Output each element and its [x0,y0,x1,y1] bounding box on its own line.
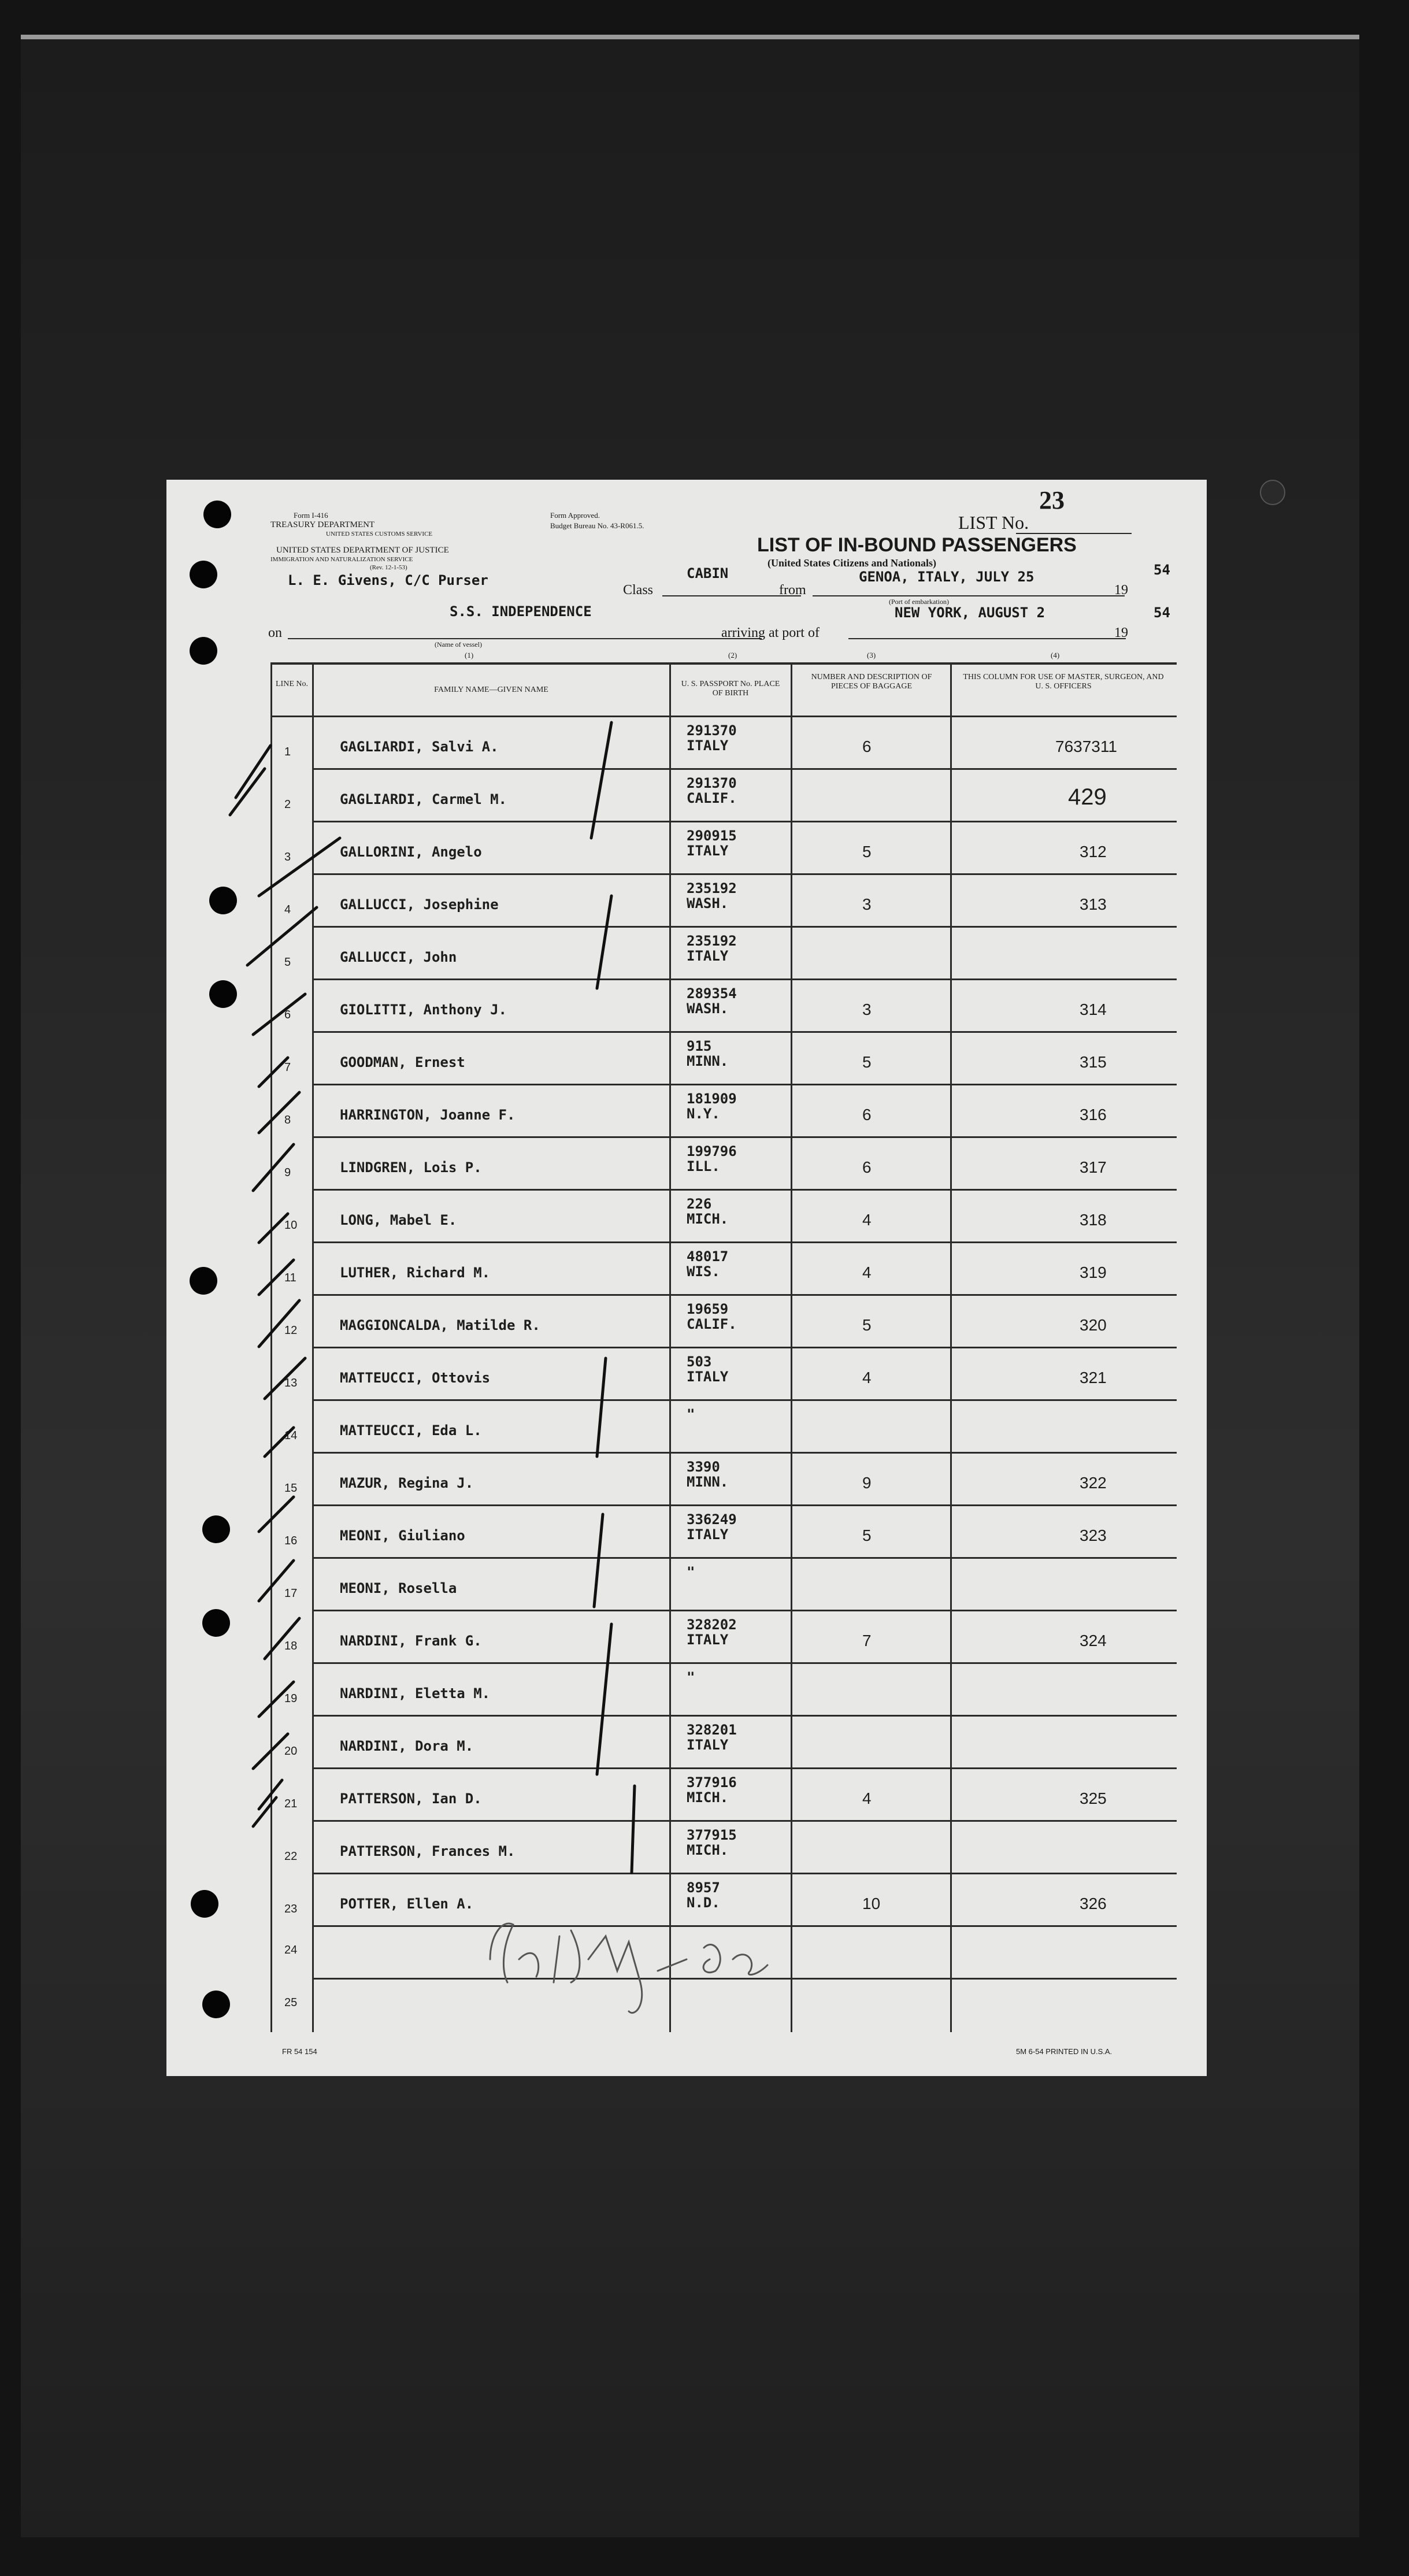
birth-place: MINN. [687,1053,729,1069]
passenger-name: MAZUR, Regina J. [340,1475,474,1491]
passenger-name: MATTEUCCI, Ottovis [340,1370,491,1386]
passenger-name: MEONI, Rosella [340,1580,457,1596]
passenger-name: GIOLITTI, Anthony J. [340,1002,507,1018]
passenger-name: GAGLIARDI, Carmel M. [340,791,507,807]
year-label-1: 19 [1114,583,1128,598]
line-number: 24 [284,1944,298,1956]
arrival-port: NEW YORK, AUGUST 2 [895,605,1045,621]
arriving-label: arriving at port of [721,625,820,640]
officer-code: 314 [1080,1000,1107,1018]
bracket-stroke [597,896,611,988]
line-number: 11 [284,1272,296,1284]
passenger-name: GALLUCCI, John [340,949,457,965]
officer-code: 313 [1080,895,1107,913]
port-embark-label: (Port of embarkation) [889,598,949,606]
passport-number: 235192 [687,933,737,949]
year-2: 54 [1154,605,1170,621]
passport-number: 291370 [687,722,737,739]
col-header-baggage: NUMBER AND DESCRIPTION OF PIECES OF BAGGAGE [811,673,932,691]
punch-hole [1260,480,1285,505]
officer-code: 7637311 [1055,737,1117,755]
officer-code: 317 [1080,1158,1107,1176]
year-label-2: 19 [1114,625,1128,640]
check-mark [253,1780,282,1826]
passenger-name: GALLUCCI, Josephine [340,896,499,913]
baggage-count: 3 [862,1000,872,1018]
passport-number: 328202 [687,1617,737,1633]
baggage-count: 4 [862,1789,872,1807]
passenger-name: MATTEUCCI, Eda L. [340,1422,482,1439]
form-rev: (Rev. 12-1-53) [370,564,407,571]
col-num-3: (3) [867,651,876,659]
check-mark [230,746,270,815]
col-header-officers: THIS COLUMN FOR USE OF MASTER, SURGEON, AND U. S. OFFICERS [963,673,1164,691]
col-num-4: (4) [1051,651,1060,659]
line-number: 2 [284,798,291,811]
passenger-manifest-page [166,480,1207,2076]
birth-place: MICH. [687,1842,729,1858]
check-mark [253,1092,299,1191]
passenger-name: NARDINI, Eletta M. [340,1685,491,1702]
passenger-name: GALLORINI, Angelo [340,844,482,860]
purser-name: L. E. Givens, C/C Purser [288,572,488,588]
line-number: 20 [284,1745,298,1758]
passenger-name: LINDGREN, Lois P. [340,1159,482,1176]
birth-place: CALIF. [687,1316,737,1332]
line-number: 7 [284,1061,291,1074]
bracket-stroke [632,1786,635,1873]
line-number: 3 [284,851,291,863]
baggage-count: 7 [862,1632,872,1650]
birth-place: ITALY [687,1737,729,1753]
check-mark [259,1214,294,1295]
budget-bureau: Budget Bureau No. 43-R061.5. [550,521,644,530]
line-number: 15 [284,1482,298,1495]
birth-place: MINN. [687,1474,729,1490]
baggage-count: 6 [862,737,872,755]
footer-left-code: FR 54 154 [282,2047,317,2056]
baggage-count: 5 [862,843,872,861]
passport-number: " [687,1669,695,1685]
officer-code: 321 [1080,1369,1107,1387]
officer-code: 326 [1080,1895,1107,1912]
birth-place: N.D. [687,1895,720,1911]
birth-place: N.Y. [687,1106,720,1122]
class-value: CABIN [687,565,729,581]
line-number: 18 [284,1640,298,1652]
officer-code: 322 [1080,1474,1107,1492]
line-number: 12 [284,1324,298,1337]
col-header-name: FAMILY NAME—GIVEN NAME [434,685,548,694]
passenger-name: GAGLIARDI, Salvi A. [340,739,499,755]
bracket-stroke [597,1358,606,1456]
line-number: 10 [284,1219,298,1232]
check-mark [259,1428,294,1532]
baggage-count: 4 [862,1369,872,1387]
birth-place: ITALY [687,1632,729,1648]
passport-number: 226 [687,1196,712,1212]
year-1: 54 [1154,562,1170,578]
birth-place: ITALY [687,843,729,859]
check-mark [259,1561,299,1659]
ins-service: IMMIGRATION AND NATURALIZATION SERVICE [270,556,413,563]
baggage-count: 10 [862,1895,881,1912]
passport-number: 289354 [687,985,737,1002]
officer-code: 325 [1080,1789,1107,1807]
passport-number: 199796 [687,1143,737,1159]
col-header-passport: U. S. PASSPORT No. PLACE OF BIRTH [681,680,780,698]
passenger-name: HARRINGTON, Joanne F. [340,1107,516,1123]
check-mark [247,838,340,965]
passport-number: 181909 [687,1091,737,1107]
officer-code: 323 [1080,1526,1107,1544]
footer-print-info: 5M 6-54 PRINTED IN U.S.A. [1016,2047,1113,2056]
passenger-name: NARDINI, Frank G. [340,1633,482,1649]
line-number: 6 [284,1009,291,1021]
line-number: 25 [284,1996,298,2009]
officer-code: 324 [1080,1632,1107,1650]
passenger-name: PATTERSON, Frances M. [340,1843,516,1859]
list-no-label: LIST No. [958,512,1029,533]
officer-code: 316 [1080,1106,1107,1124]
line-number: 4 [284,903,291,916]
officer-code: 320 [1080,1316,1107,1334]
vessel-label: (Name of vessel) [435,640,482,648]
col-num-1: (1) [465,651,474,659]
customs-service: UNITED STATES CUSTOMS SERVICE [326,531,433,538]
passport-number: 915 [687,1038,712,1054]
line-number: 14 [284,1429,298,1442]
line-number: 21 [284,1797,298,1810]
col-num-2: (2) [728,651,737,659]
passenger-name: LUTHER, Richard M. [340,1265,491,1281]
birth-place: ITALY [687,948,729,964]
passenger-name: NARDINI, Dora M. [340,1738,474,1754]
passport-number: 290915 [687,828,737,844]
bracket-stroke [597,1624,611,1774]
passenger-name: GOODMAN, Ernest [340,1054,465,1070]
class-label: Class [623,583,654,598]
check-mark [253,994,305,1087]
passport-number: 377915 [687,1827,737,1843]
passenger-name: PATTERSON, Ian D. [340,1791,482,1807]
birth-place: ITALY [687,1526,729,1543]
officer-code: 315 [1080,1053,1107,1071]
passport-number: 291370 [687,775,737,791]
passport-number: " [687,1406,695,1422]
line-number: 17 [284,1587,298,1600]
line-number: 23 [284,1903,298,1915]
passport-number: 377916 [687,1774,737,1791]
passport-number: 3390 [687,1459,720,1475]
passport-number: 336249 [687,1511,737,1528]
birth-place: ITALY [687,737,729,754]
form-approved: Form Approved. [550,511,600,520]
line-number: 13 [284,1377,298,1389]
check-mark [259,1300,305,1399]
line-number: 16 [284,1535,298,1547]
baggage-count: 4 [862,1263,872,1281]
line-number: 9 [284,1166,291,1179]
baggage-count: 9 [862,1474,872,1492]
passport-number: 235192 [687,880,737,896]
passport-number: 48017 [687,1248,729,1265]
list-number: 23 [1039,486,1065,514]
passport-number: 328201 [687,1722,737,1738]
birth-place: MICH. [687,1789,729,1806]
justice-dept: UNITED STATES DEPARTMENT OF JUSTICE [276,546,449,555]
officer-code: 429 [1068,784,1107,810]
line-number: 1 [284,746,291,758]
passenger-name: POTTER, Ellen A. [340,1896,474,1912]
officer-code: 318 [1080,1211,1107,1229]
baggage-count: 4 [862,1211,872,1229]
manifest-subtitle: (United States Citizens and Nationals) [767,557,937,569]
birth-place: WASH. [687,895,729,911]
line-number: 22 [284,1850,298,1863]
col-header-line: LINE No. [276,680,308,688]
line-number: 5 [284,956,291,969]
line-number: 8 [284,1114,291,1126]
passport-number: 19659 [687,1301,729,1317]
passport-number: " [687,1564,695,1580]
bracket-stroke [594,1514,603,1607]
birth-place: MICH. [687,1211,729,1227]
on-label: on [268,625,282,640]
passport-number: 8957 [687,1880,720,1896]
from-label: from [779,583,806,598]
form-id: Form I-416 [294,511,328,520]
microfilm-edge [21,35,1359,39]
handwritten-marks [166,480,1207,2076]
baggage-count: 6 [862,1106,872,1124]
passenger-name: MAGGIONCALDA, Matilde R. [340,1317,540,1333]
check-mark [253,1682,294,1769]
birth-place: ITALY [687,1369,729,1385]
officer-code: 319 [1080,1263,1107,1281]
officer-code: 312 [1080,843,1107,861]
birth-place: WIS. [687,1263,720,1280]
baggage-count: 6 [862,1158,872,1176]
birth-place: CALIF. [687,790,737,806]
vessel-name: S.S. INDEPENDENCE [450,603,592,620]
line-number: 19 [284,1692,298,1705]
passenger-name: LONG, Mabel E. [340,1212,457,1228]
baggage-count: 3 [862,895,872,913]
pencil-signature [490,1923,767,2012]
baggage-count: 5 [862,1053,872,1071]
birth-place: ILL. [687,1158,720,1174]
from-value: GENOA, ITALY, JULY 25 [859,569,1034,585]
birth-place: WASH. [687,1000,729,1017]
manifest-title: LIST OF IN-BOUND PASSENGERS [757,534,1077,556]
bracket-stroke [591,722,611,838]
passport-number: 503 [687,1354,712,1370]
baggage-count: 5 [862,1316,872,1334]
passenger-name: MEONI, Giuliano [340,1528,465,1544]
baggage-count: 5 [862,1526,872,1544]
treasury-dept: TREASURY DEPARTMENT [270,520,375,529]
